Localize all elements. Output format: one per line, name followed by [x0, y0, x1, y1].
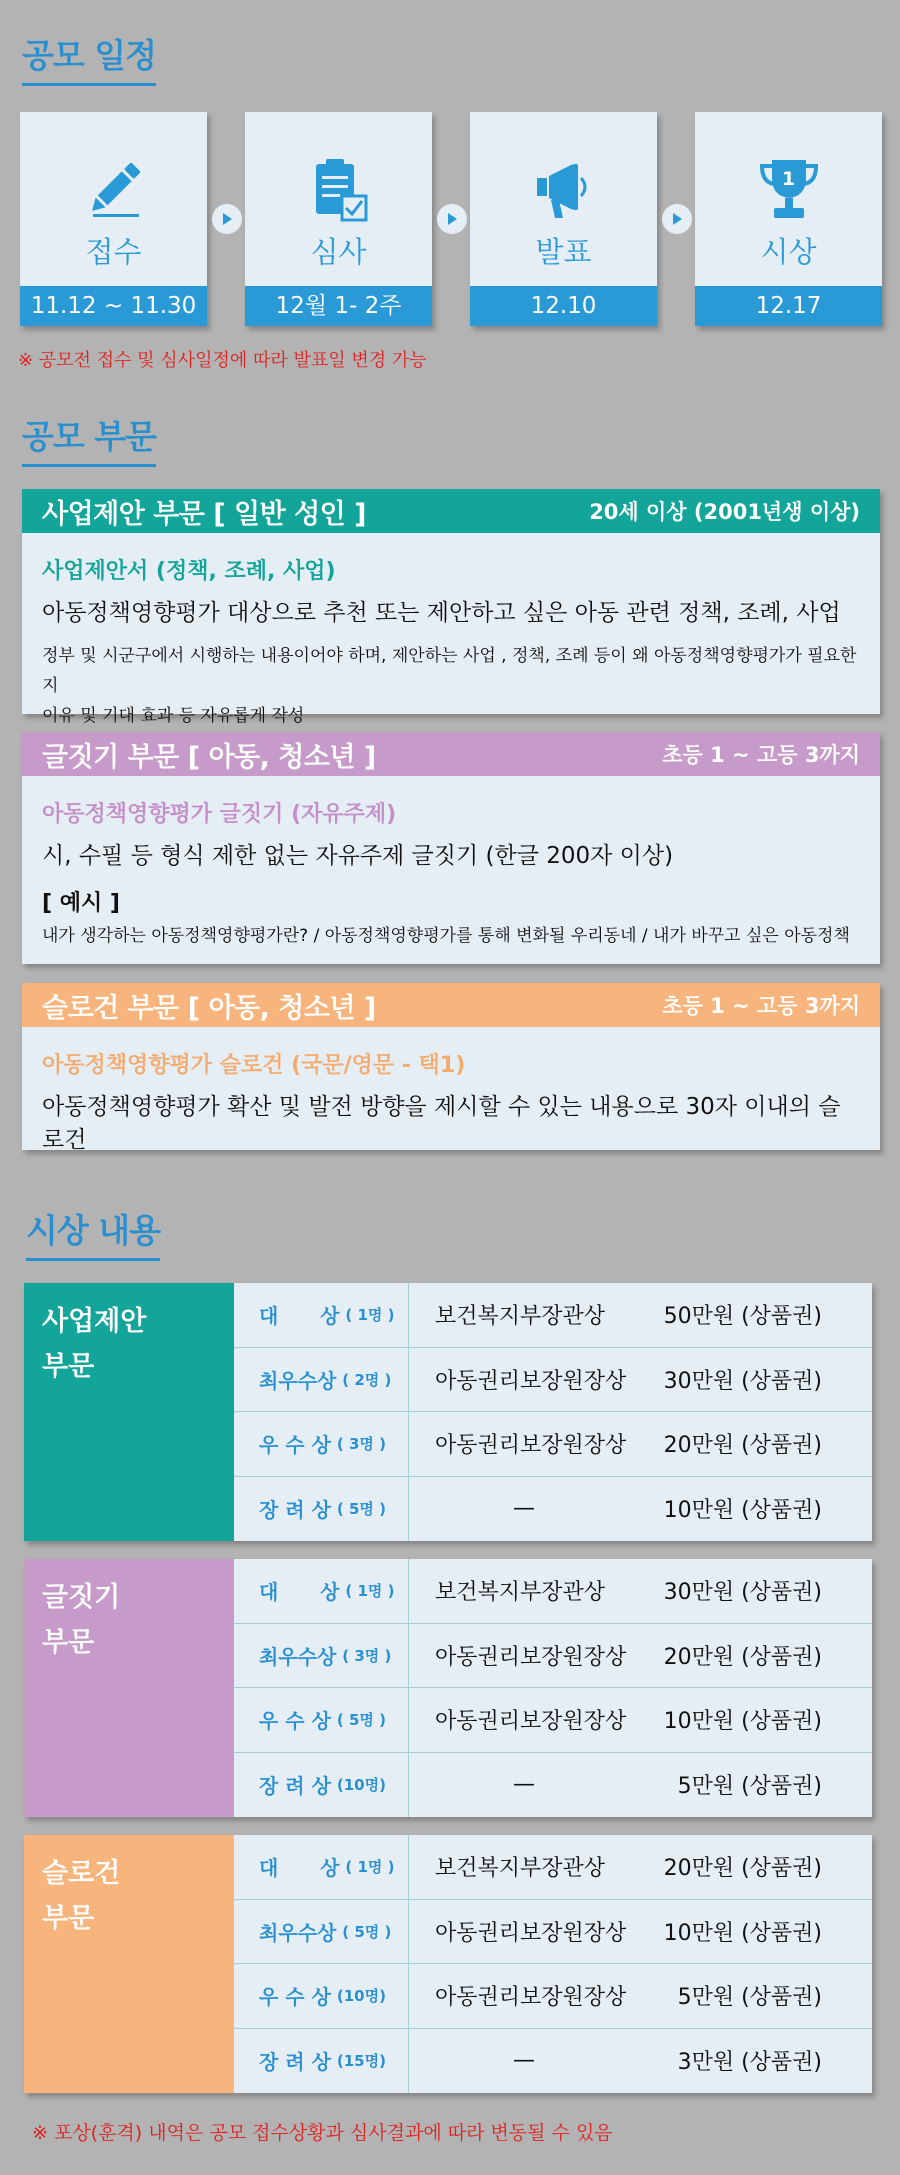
example-text: 내가 생각하는 아동정책영향평가란? / 아동정책영향평가를 통해 변화될 우리동네 / 내가 바꾸고 싶은 아동정책 — [42, 926, 850, 946]
chevron-right-icon — [437, 204, 467, 234]
category-subtitle: 아동정책영향평가 글짓기 (자유주제) — [42, 802, 397, 827]
award-group-name-line: 사업제안 — [42, 1306, 147, 1337]
award-table-slogan — [24, 1835, 872, 2093]
award-org: 보건복지부장관상 — [435, 1304, 606, 1330]
award-org: 보건복지부장관상 — [435, 1856, 606, 1882]
award-group-name — [24, 1559, 234, 1817]
award-rank: 대 상 — [259, 1304, 340, 1329]
award-org: 아동권리보장원장상 — [435, 1368, 627, 1394]
award-count: ( 3명 ) — [336, 1435, 386, 1454]
chevron-right-icon — [212, 204, 242, 234]
category-header — [22, 489, 880, 533]
award-count: ( 3명 ) — [342, 1646, 392, 1665]
trophy-number: 1 — [781, 168, 796, 190]
award-prize: 3만원 (상품권) — [677, 2050, 822, 2076]
award-prize: 30만원 (상품권) — [663, 1580, 822, 1606]
award-org: — — [513, 1772, 535, 1798]
award-row — [234, 1900, 872, 1965]
award-row — [234, 1688, 872, 1753]
category-description: 아동정책영향평가 확산 및 발전 방향을 제시할 수 있는 내용으로 30자 이내의 슬로건 — [42, 1094, 841, 1153]
award-org: 아동권리보장원장상 — [435, 1709, 627, 1735]
award-count: ( 5명 ) — [336, 1500, 386, 1519]
award-prize: 20만원 (상품권) — [663, 1433, 822, 1459]
award-count: ( 1명 ) — [345, 1306, 395, 1325]
award-rank: 대 상 — [259, 1580, 340, 1605]
schedule-step-label: 접수 — [85, 235, 142, 269]
category-age: 20세 이상 (2001년생 이상) — [589, 500, 860, 524]
schedule-step-date: 12월 1- 2주 — [245, 286, 432, 326]
award-row — [234, 1348, 872, 1413]
award-row — [234, 1477, 872, 1542]
award-count: ( 2명 ) — [342, 1370, 392, 1389]
award-count: ( 5명 ) — [336, 1711, 386, 1730]
award-group-name-line: 부문 — [42, 1627, 95, 1658]
award-prize: 10만원 (상품권) — [663, 1498, 822, 1524]
category-business — [22, 489, 880, 726]
schedule-step-date: 11.12 ~ 11.30 — [20, 286, 207, 326]
award-rank: 장 려 상 — [259, 1774, 331, 1799]
award-row — [234, 1283, 872, 1348]
award-prize: 20만원 (상품권) — [663, 1856, 822, 1882]
award-org: — — [513, 1496, 535, 1522]
category-name: 사업제안 부문 [ 일반 성인 ] — [42, 498, 366, 530]
award-table-writing — [24, 1559, 872, 1817]
award-row — [234, 1835, 872, 1900]
award-group-name-line: 슬로건 — [42, 1858, 121, 1889]
category-subtitle: 사업제안서 (정책, 조례, 사업) — [42, 559, 336, 584]
schedule-step-date: 12.10 — [470, 286, 657, 326]
schedule-step-label: 심사 — [310, 235, 367, 269]
category-description: 아동정책영향평가 대상으로 추천 또는 제안하고 싶은 아동 관련 정책, 조례, 사업 — [42, 600, 841, 626]
category-age: 초등 1 ~ 고등 3까지 — [662, 994, 860, 1018]
award-group-name — [24, 1283, 234, 1541]
award-count: (10명) — [336, 1987, 386, 2006]
award-org: 아동권리보장원장상 — [435, 1920, 627, 1946]
award-group-name — [24, 1835, 234, 2093]
schedule-step-review — [245, 112, 432, 326]
award-row — [234, 1412, 872, 1477]
award-rank: 최우수상 — [259, 1920, 337, 1945]
schedule-step-announce — [470, 112, 657, 326]
category-header — [22, 732, 880, 776]
category-header — [22, 983, 880, 1027]
schedule-step-label: 발표 — [535, 235, 592, 269]
award-prize: 10만원 (상품권) — [663, 1709, 822, 1735]
award-org: 보건복지부장관상 — [435, 1580, 606, 1606]
awards-note: ※ 포상(훈격) 내역은 공모 접수상황과 심사결과에 따라 변동될 수 있음 — [32, 2122, 613, 2144]
megaphone-icon — [470, 154, 657, 224]
award-row — [234, 1964, 872, 2029]
award-rank: 우 수 상 — [259, 1433, 331, 1458]
award-prize: 5만원 (상품권) — [677, 1774, 822, 1800]
award-rank: 우 수 상 — [259, 1985, 331, 2010]
award-group-name-line: 부문 — [42, 1903, 95, 1934]
category-detail: 이유 및 기대 효과 등 자유롭게 작성 — [42, 706, 305, 726]
category-description: 시, 수필 등 형식 제한 없는 자유주제 글짓기 (한글 200자 이상) — [42, 843, 674, 869]
award-row — [234, 2029, 872, 2094]
chevron-right-icon — [662, 204, 692, 234]
awards-title: 시상 내용 — [26, 1205, 160, 1252]
award-rank: 대 상 — [259, 1856, 340, 1881]
award-org: — — [513, 2048, 535, 2074]
award-count: (15명) — [336, 2052, 386, 2071]
category-name: 슬로건 부문 [ 아동, 청소년 ] — [42, 992, 376, 1024]
schedule-steps — [20, 112, 882, 326]
award-count: ( 5명 ) — [342, 1922, 392, 1941]
award-group-name-line: 글짓기 — [42, 1582, 121, 1613]
award-org: 아동권리보장원장상 — [435, 1433, 627, 1459]
award-prize: 30만원 (상품권) — [663, 1368, 822, 1394]
award-prize: 20만원 (상품권) — [663, 1644, 822, 1670]
award-rank: 장 려 상 — [259, 2050, 331, 2075]
category-name: 글짓기 부문 [ 아동, 청소년 ] — [42, 741, 376, 773]
pencil-icon — [20, 154, 207, 224]
award-org: 아동권리보장원장상 — [435, 1985, 627, 2011]
clipboard-check-icon — [245, 154, 432, 224]
award-org: 아동권리보장원장상 — [435, 1644, 627, 1670]
schedule-title: 공모 일정 — [22, 30, 156, 77]
award-rank: 장 려 상 — [259, 1498, 331, 1523]
category-detail: 정부 및 시군구에서 시행하는 내용이어야 하며, 제안하는 사업 , 정책, 조례 등이 왜 아동정책영향평가가 필요한지 — [42, 646, 857, 696]
award-rank: 최우수상 — [259, 1368, 337, 1393]
schedule-step-date: 12.17 — [695, 286, 882, 326]
category-age: 초등 1 ~ 고등 3까지 — [662, 743, 860, 767]
award-rank: 최우수상 — [259, 1644, 337, 1669]
schedule-step-label: 시상 — [760, 235, 817, 269]
award-row — [234, 1559, 872, 1624]
award-row — [234, 1624, 872, 1689]
categories-title: 공모 부문 — [22, 411, 156, 458]
example-title: [ 예시 ] — [42, 891, 120, 916]
category-slogan — [22, 983, 880, 1153]
award-group-name-line: 부문 — [42, 1351, 95, 1382]
award-count: ( 1명 ) — [345, 1858, 395, 1877]
award-row — [234, 1753, 872, 1818]
category-writing — [22, 732, 880, 964]
award-table-business — [24, 1283, 872, 1541]
award-count: (10명) — [336, 1776, 386, 1795]
award-prize: 5만원 (상품권) — [677, 1985, 822, 2011]
schedule-step-award — [695, 112, 882, 326]
category-subtitle: 아동정책영향평가 슬로건 (국문/영문 - 택1) — [42, 1053, 466, 1078]
award-prize: 10만원 (상품권) — [663, 1920, 822, 1946]
award-rank: 우 수 상 — [259, 1709, 331, 1734]
schedule-note: ※ 공모전 접수 및 심사일정에 따라 발표일 변경 가능 — [18, 350, 427, 371]
schedule-step-receive — [20, 112, 207, 326]
award-count: ( 1명 ) — [345, 1582, 395, 1601]
award-prize: 50만원 (상품권) — [663, 1304, 822, 1330]
